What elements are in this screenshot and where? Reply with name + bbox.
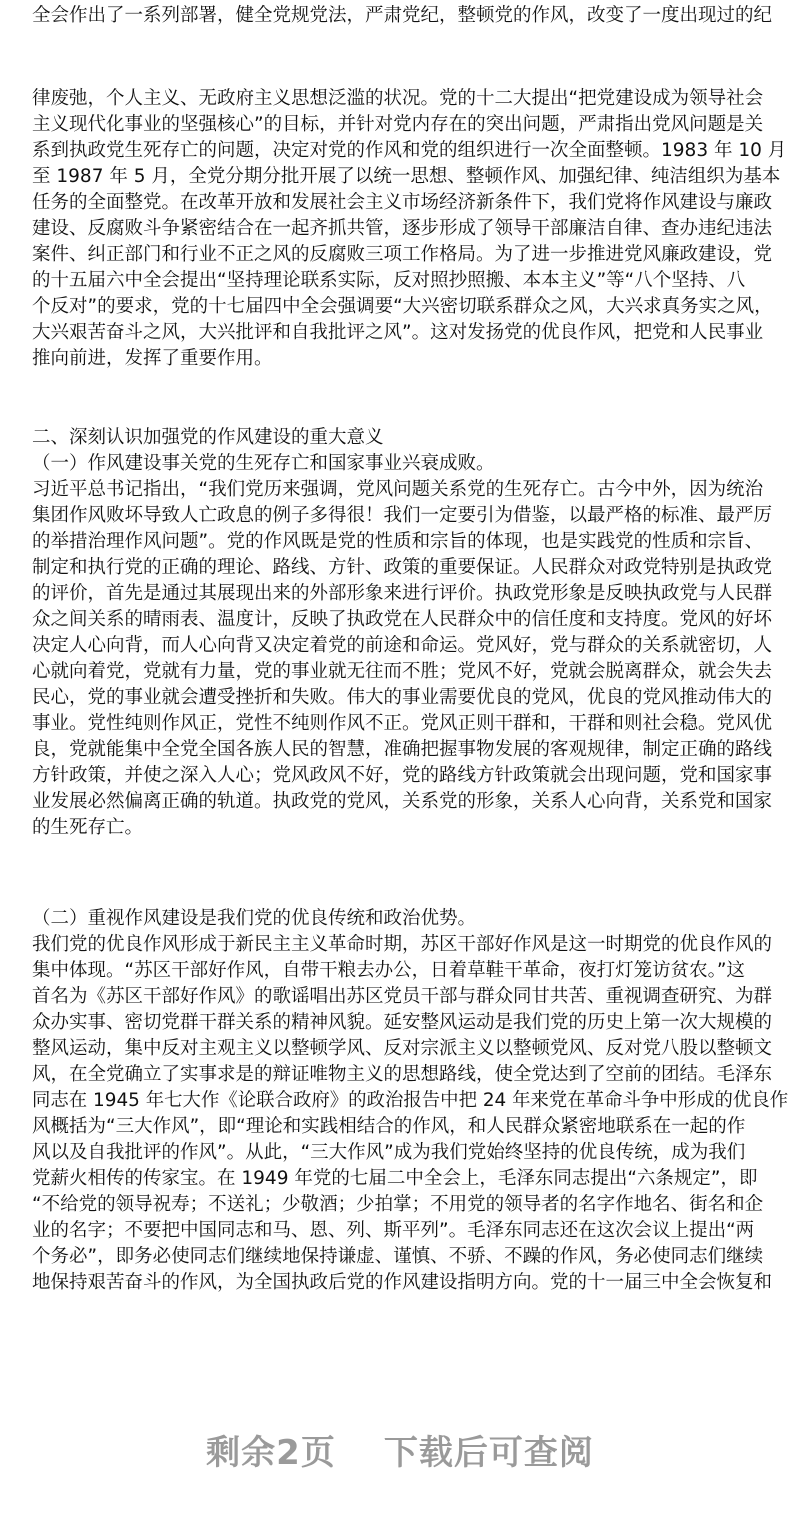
text-line: 建设、反腐败斗争紧密结合在一起齐抓共管，逐步形成了领导干部廉洁自律、查办违纪违法 xyxy=(32,218,773,239)
text-line: 律废弛，个人主义、无政府主义思想泛滥的状况。党的十二大提出“把党建设成为领导社会 xyxy=(32,88,764,109)
text-line: 的生死存亡。 xyxy=(32,817,144,838)
text-line: 全会作出了一系列部署，健全党规党法，严肃党纪，整顿党的作风，改变了一度出现过的纪 xyxy=(32,5,773,26)
text-line: 风，在全党确立了实事求是的辩证唯物主义的思想路线，使全党达到了空前的团结。毛泽东 xyxy=(32,1064,773,1085)
text-line: 的举措治理作风问题”。党的作风既是党的性质和宗旨的体现，也是实践党的性质和宗旨、 xyxy=(32,531,764,552)
text-line: 大兴艰苦奋斗之风，大兴批评和自我批评之风”。这对发扬党的优良作风，把党和人民事业 xyxy=(32,322,764,343)
download-more-banner[interactable] xyxy=(0,1428,800,1478)
text-line: 习近平总书记指出，“我们党历来强调，党风问题关系党的生死存亡。古今中外，因为统治 xyxy=(32,479,764,500)
text-line: 案件、纠正部门和行业不正之风的反腐败三项工作格局。为了进一步推进党风廉政建设，党 xyxy=(32,244,773,265)
text-line: 我们党的优良作风形成于新民主主义革命时期，苏区干部好作风是这一时期党的优良作风的 xyxy=(32,934,773,955)
text-line: 集中体现。“苏区干部好作风，自带干粮去办公，日着草鞋干革命，夜打灯笼访贫农。”这 xyxy=(32,960,745,981)
text-line: 的十五届六中全会提出“坚持理论联系实际，反对照抄照搬、本本主义”等“八个坚持、八 xyxy=(32,270,746,291)
text-line: 决定人心向背，而人心向背又决定着党的前途和命运。党风好，党与群众的关系就密切，人 xyxy=(32,635,773,656)
text-line: 业发展必然偏离正确的轨道。执政党的党风，关系党的形象，关系人心向背，关系党和国家 xyxy=(32,791,773,812)
subsection-heading: （一）作风建设事关党的生死存亡和国家事业兴衰成败。 xyxy=(32,453,495,474)
text-line: 整风运动，集中反对主观主义以整顿学风、反对宗派主义以整顿党风、反对党八股以整顿文 xyxy=(32,1038,773,1059)
text-line: 众之间关系的晴雨表、温度计，反映了执政党在人民群众中的信任度和支持度。党风的好坏 xyxy=(32,609,773,630)
download-to-view-text: 下载后可查阅 xyxy=(383,1433,594,1473)
text-line: 方针政策，并使之深入人心；党风政风不好，党的路线方针政策就会出现问题，党和国家事 xyxy=(32,765,773,786)
text-line: 业的名字；不要把中国同志和马、恩、列、斯平列”。毛泽东同志还在这次会议上提出“两 xyxy=(32,1220,755,1241)
text-line: 的评价，首先是通过其展现出来的外部形象来进行评价。执政党形象是反映执政党与人民群 xyxy=(32,583,773,604)
text-line: 众办实事、密切党群干群关系的精神风貌。延安整风运动是我们党的历史上第一次大规模的 xyxy=(32,1012,773,1033)
text-line: 主义现代化事业的坚强核心”的目标，并针对党内存在的突出问题，严肃指出党风问题是关 xyxy=(32,114,764,135)
remaining-pages-text: 剩余2页 xyxy=(206,1433,336,1473)
text-line: 个反对”的要求，党的十七届四中全会强调要“大兴密切联系群众之风，大兴求真务实之风， xyxy=(32,296,773,317)
text-line: “不给党的领导祝寿；不送礼；少敬酒；少拍掌；不用党的领导者的名字作地名、街名和企 xyxy=(32,1194,764,1215)
text-line: 事业。党性纯则作风正，党性不纯则作风不正。党风正则干群和，干群和则社会稳。党风优 xyxy=(32,713,773,734)
text-line: 任务的全面整党。在改革开放和发展社会主义市场经济新条件下，我们党将作风建设与廉政 xyxy=(32,192,773,213)
text-line: 风概括为“三大作风”，即“理论和实践相结合的作风，和人民群众紧密地联系在一起的作 xyxy=(32,1116,746,1137)
text-line: 党薪火相传的传家宝。在 1949 年党的七届二中全会上，毛泽东同志提出“六条规定”，即 xyxy=(32,1168,758,1189)
text-line: 良，党就能集中全党全国各族人民的智慧，准确把握事物发展的客观规律，制定正确的路线 xyxy=(32,739,773,760)
text-line: 同志在 1945 年七大作《论联合政府》的政治报告中把 24 年来党在革命斗争中形成的优良作 xyxy=(32,1090,789,1111)
text-line: 制定和执行党的正确的理论、路线、方针、政策的重要保证。人民群众对政党特别是执政党 xyxy=(32,557,773,578)
text-line: 推向前进，发挥了重要作用。 xyxy=(32,348,273,369)
subsection-heading: （二）重视作风建设是我们党的优良传统和政治优势。 xyxy=(32,908,477,929)
text-line: 系到执政党生死存亡的问题，决定对党的作风和党的组织进行一次全面整顿。1983 年 10 月 xyxy=(32,140,787,161)
text-line: 个务必”，即务必使同志们继续地保持谦虚、谨慎、不骄、不躁的作风，务必使同志们继续 xyxy=(32,1246,764,1267)
text-line: 民心，党的事业就会遭受挫折和失败。伟大的事业需要优良的党风，优良的党风推动伟大的 xyxy=(32,687,773,708)
text-line: 至 1987 年 5 月，全党分期分批开展了以统一思想、整顿作风、加强纪律、纯洁组织为基本 xyxy=(32,166,781,187)
section-heading: 二、深刻认识加强党的作风建设的重大意义 xyxy=(32,427,384,448)
text-line: 地保持艰苦奋斗的作风，为全国执政后党的作风建设指明方向。党的十一届三中全会恢复和 xyxy=(32,1272,773,1293)
text-line: 集团作风败坏导致人亡政息的例子多得很！我们一定要引为借鉴，以最严格的标准、最严厉 xyxy=(32,505,773,526)
text-line: 心就向着党，党就有力量，党的事业就无往而不胜；党风不好，党就会脱离群众，就会失去 xyxy=(32,661,773,682)
text-line: 风以及自我批评的作风”。从此，“三大作风”成为我们党始终坚持的优良传统，成为我们 xyxy=(32,1142,746,1163)
text-line: 首名为《苏区干部好作风》的歌谣唱出苏区党员干部与群众同甘共苦、重视调查研究、为群 xyxy=(32,986,773,1007)
